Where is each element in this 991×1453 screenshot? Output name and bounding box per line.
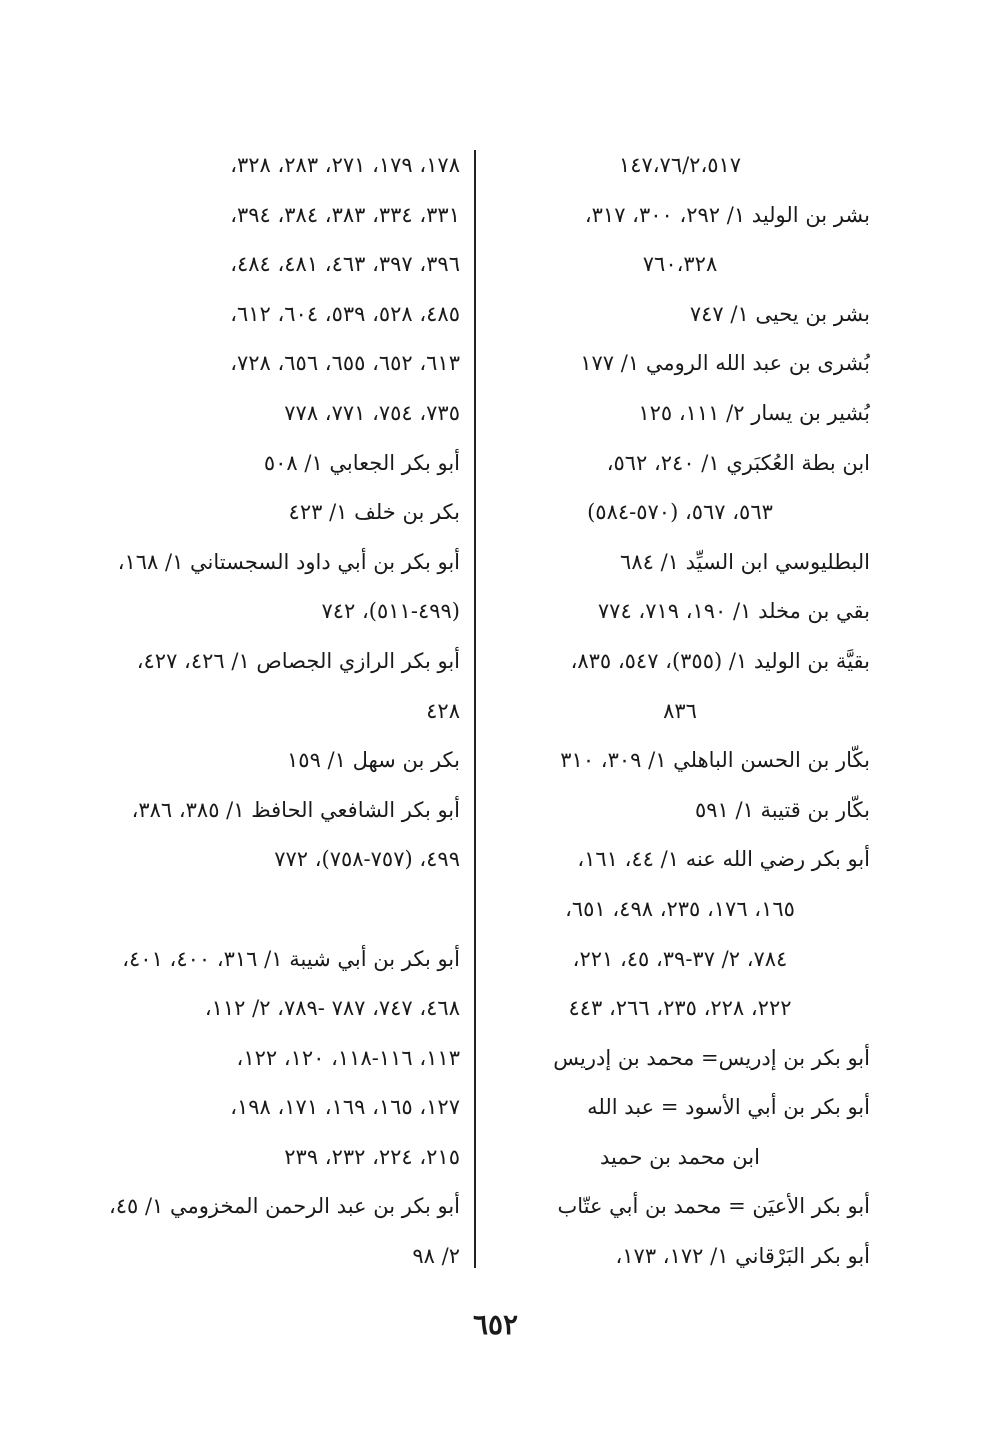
index-entry-line: بُشير بن يسار ٢/ ١١١، ١٢٥ — [638, 400, 870, 425]
index-entry-line: ٧٨٤، ٢/ ٣٧-٣٩، ٤٥، ٢٢١، — [572, 946, 788, 971]
index-entry-line: ١٧٨، ١٧٩، ٢٧١، ٢٨٣، ٣٢٨، — [230, 153, 460, 177]
column-divider — [474, 150, 476, 1268]
index-entry-line: أبو بكر الشافعي الحافظ ١/ ٣٨٥، ٣٨٦، — [131, 797, 460, 822]
index-entry-line: ٥٦٣، ٥٦٧، (٥٧٠-٥٨٤) — [587, 500, 773, 525]
index-entry-line: ١٦٥، ١٧٦، ٢٣٥، ٤٩٨، ٦٥١، — [565, 896, 795, 921]
index-entry-line: ٤٨٥، ٥٢٨، ٥٣٩، ٦٠٤، ٦١٢، — [230, 301, 460, 326]
index-entry-line: أبو بكر بن أبي الأسود = عبد الله — [587, 1095, 870, 1120]
index-entry-line: ١٢٧، ١٦٥، ١٦٩، ١٧١، ١٩٨، — [230, 1095, 460, 1120]
index-entry-line: أبو بكر رضي الله عنه ١/ ٤٤، ١٦١، — [577, 847, 870, 872]
index-entry-line: ٣٩٦، ٣٩٧، ٤٦٣، ٤٨١، ٤٨٤، — [230, 252, 460, 277]
index-entry-line: بقي بن مخلد ١/ ١٩٠، ٧١٩، ٧٧٤ — [597, 599, 870, 624]
left-column — [82, 141, 460, 1282]
index-entry-line: ٤٢٨ — [426, 698, 460, 723]
index-entry-line: أبو بكر الرازي الجصاص ١/ ٤٢٦، ٤٢٧، — [136, 648, 460, 673]
index-entry-line: ٢١٥، ٢٢٤، ٢٣٢، ٢٣٩ — [284, 1144, 460, 1169]
index-entry-line: بكر بن خلف ١/ ٤٢٣ — [288, 500, 460, 525]
index-entry-line: ٤٦٨، ٧٤٧، ٧٨٧ -٧٨٩، ٢/ ١١٢، — [204, 996, 460, 1021]
index-entry-line: بكر بن سهل ١/ ١٥٩ — [287, 748, 460, 773]
page-number: ٦٥٢ — [472, 1308, 519, 1341]
index-entry-line: ٢/ ٩٨ — [412, 1244, 460, 1269]
index-entry-line: أبو بكر الجعابي ١/ ٥٠٨ — [263, 450, 460, 475]
index-entry-line: بكّار بن الحسن الباهلي ١/ ٣٠٩، ٣١٠ — [560, 748, 870, 773]
index-entry-line: ٧٣٥، ٧٥٤، ٧٧١، ٧٧٨ — [284, 400, 460, 425]
index-entry-line: ٤٩٩، (٧٥٧-٧٥٨)، ٧٧٢ — [274, 847, 460, 872]
index-entry-line: (٤٩٩-٥١١)، ٧٤٢ — [321, 599, 460, 624]
index-entry-line — [82, 885, 460, 935]
index-entry-line: ٦١٣، ٦٥٢، ٦٥٥، ٦٥٦، ٧٢٨، — [230, 351, 460, 376]
index-entry-line: أبو بكر البَرْقاني ١/ ١٧٢، ١٧٣، — [615, 1244, 870, 1269]
index-entry-line: ١٤٧،٧٦/٢،٥١٧ — [618, 153, 742, 177]
index-entry-line: ٣٣١، ٣٣٤، ٣٨٣، ٣٨٤، ٣٩٤، — [230, 202, 460, 227]
index-entry-line: أبو بكر الأعيَن = محمد بن أبي عتّاب — [557, 1194, 870, 1219]
index-entry-line: ٢٢٢، ٢٢٨، ٢٣٥، ٢٦٦، ٤٤٣ — [568, 996, 792, 1021]
index-entry-line: بشر بن الوليد ١/ ٢٩٢، ٣٠٠، ٣١٧، — [584, 202, 870, 227]
right-column — [490, 141, 870, 1282]
index-entry-line: بكّار بن قتيبة ١/ ٥٩١ — [694, 797, 870, 822]
index-entry-line: بشر بن يحيى ١/ ٧٤٧ — [689, 301, 870, 326]
index-entry-line: بُشرى بن عبد الله الرومي ١/ ١٧٧ — [580, 351, 870, 376]
index-entry-line: أبو بكر بن عبد الرحمن المخزومي ١/ ٤٥، — [108, 1194, 460, 1219]
index-entry-line: ابن بطة العُكبَري ١/ ٢٤٠، ٥٦٢، — [606, 450, 870, 475]
index-entry-line: أبو بكر بن إدريس= محمد بن إدريس — [553, 1045, 870, 1070]
index-entry-line: ٨٣٦ — [663, 698, 697, 723]
index-entry-line: ابن محمد بن حميد — [600, 1144, 760, 1169]
index-entry-line: ١١٣، ١١٦-١١٨، ١٢٠، ١٢٢، — [236, 1045, 460, 1070]
index-entry-line: أبو بكر بن أبي شيبة ١/ ٣١٦، ٤٠٠، ٤٠١، — [122, 946, 460, 971]
index-entry-line: البطليوسي ابن السيِّد ١/ ٦٨٤ — [620, 549, 870, 574]
index-entry-line: ٧٦٠،٣٢٨ — [642, 252, 718, 277]
index-entry-line: بقيَّة بن الوليد ١/ (٣٥٥)، ٥٤٧، ٨٣٥، — [570, 648, 870, 673]
index-entry-line: أبو بكر بن أبي داود السجستاني ١/ ١٦٨، — [117, 549, 460, 574]
